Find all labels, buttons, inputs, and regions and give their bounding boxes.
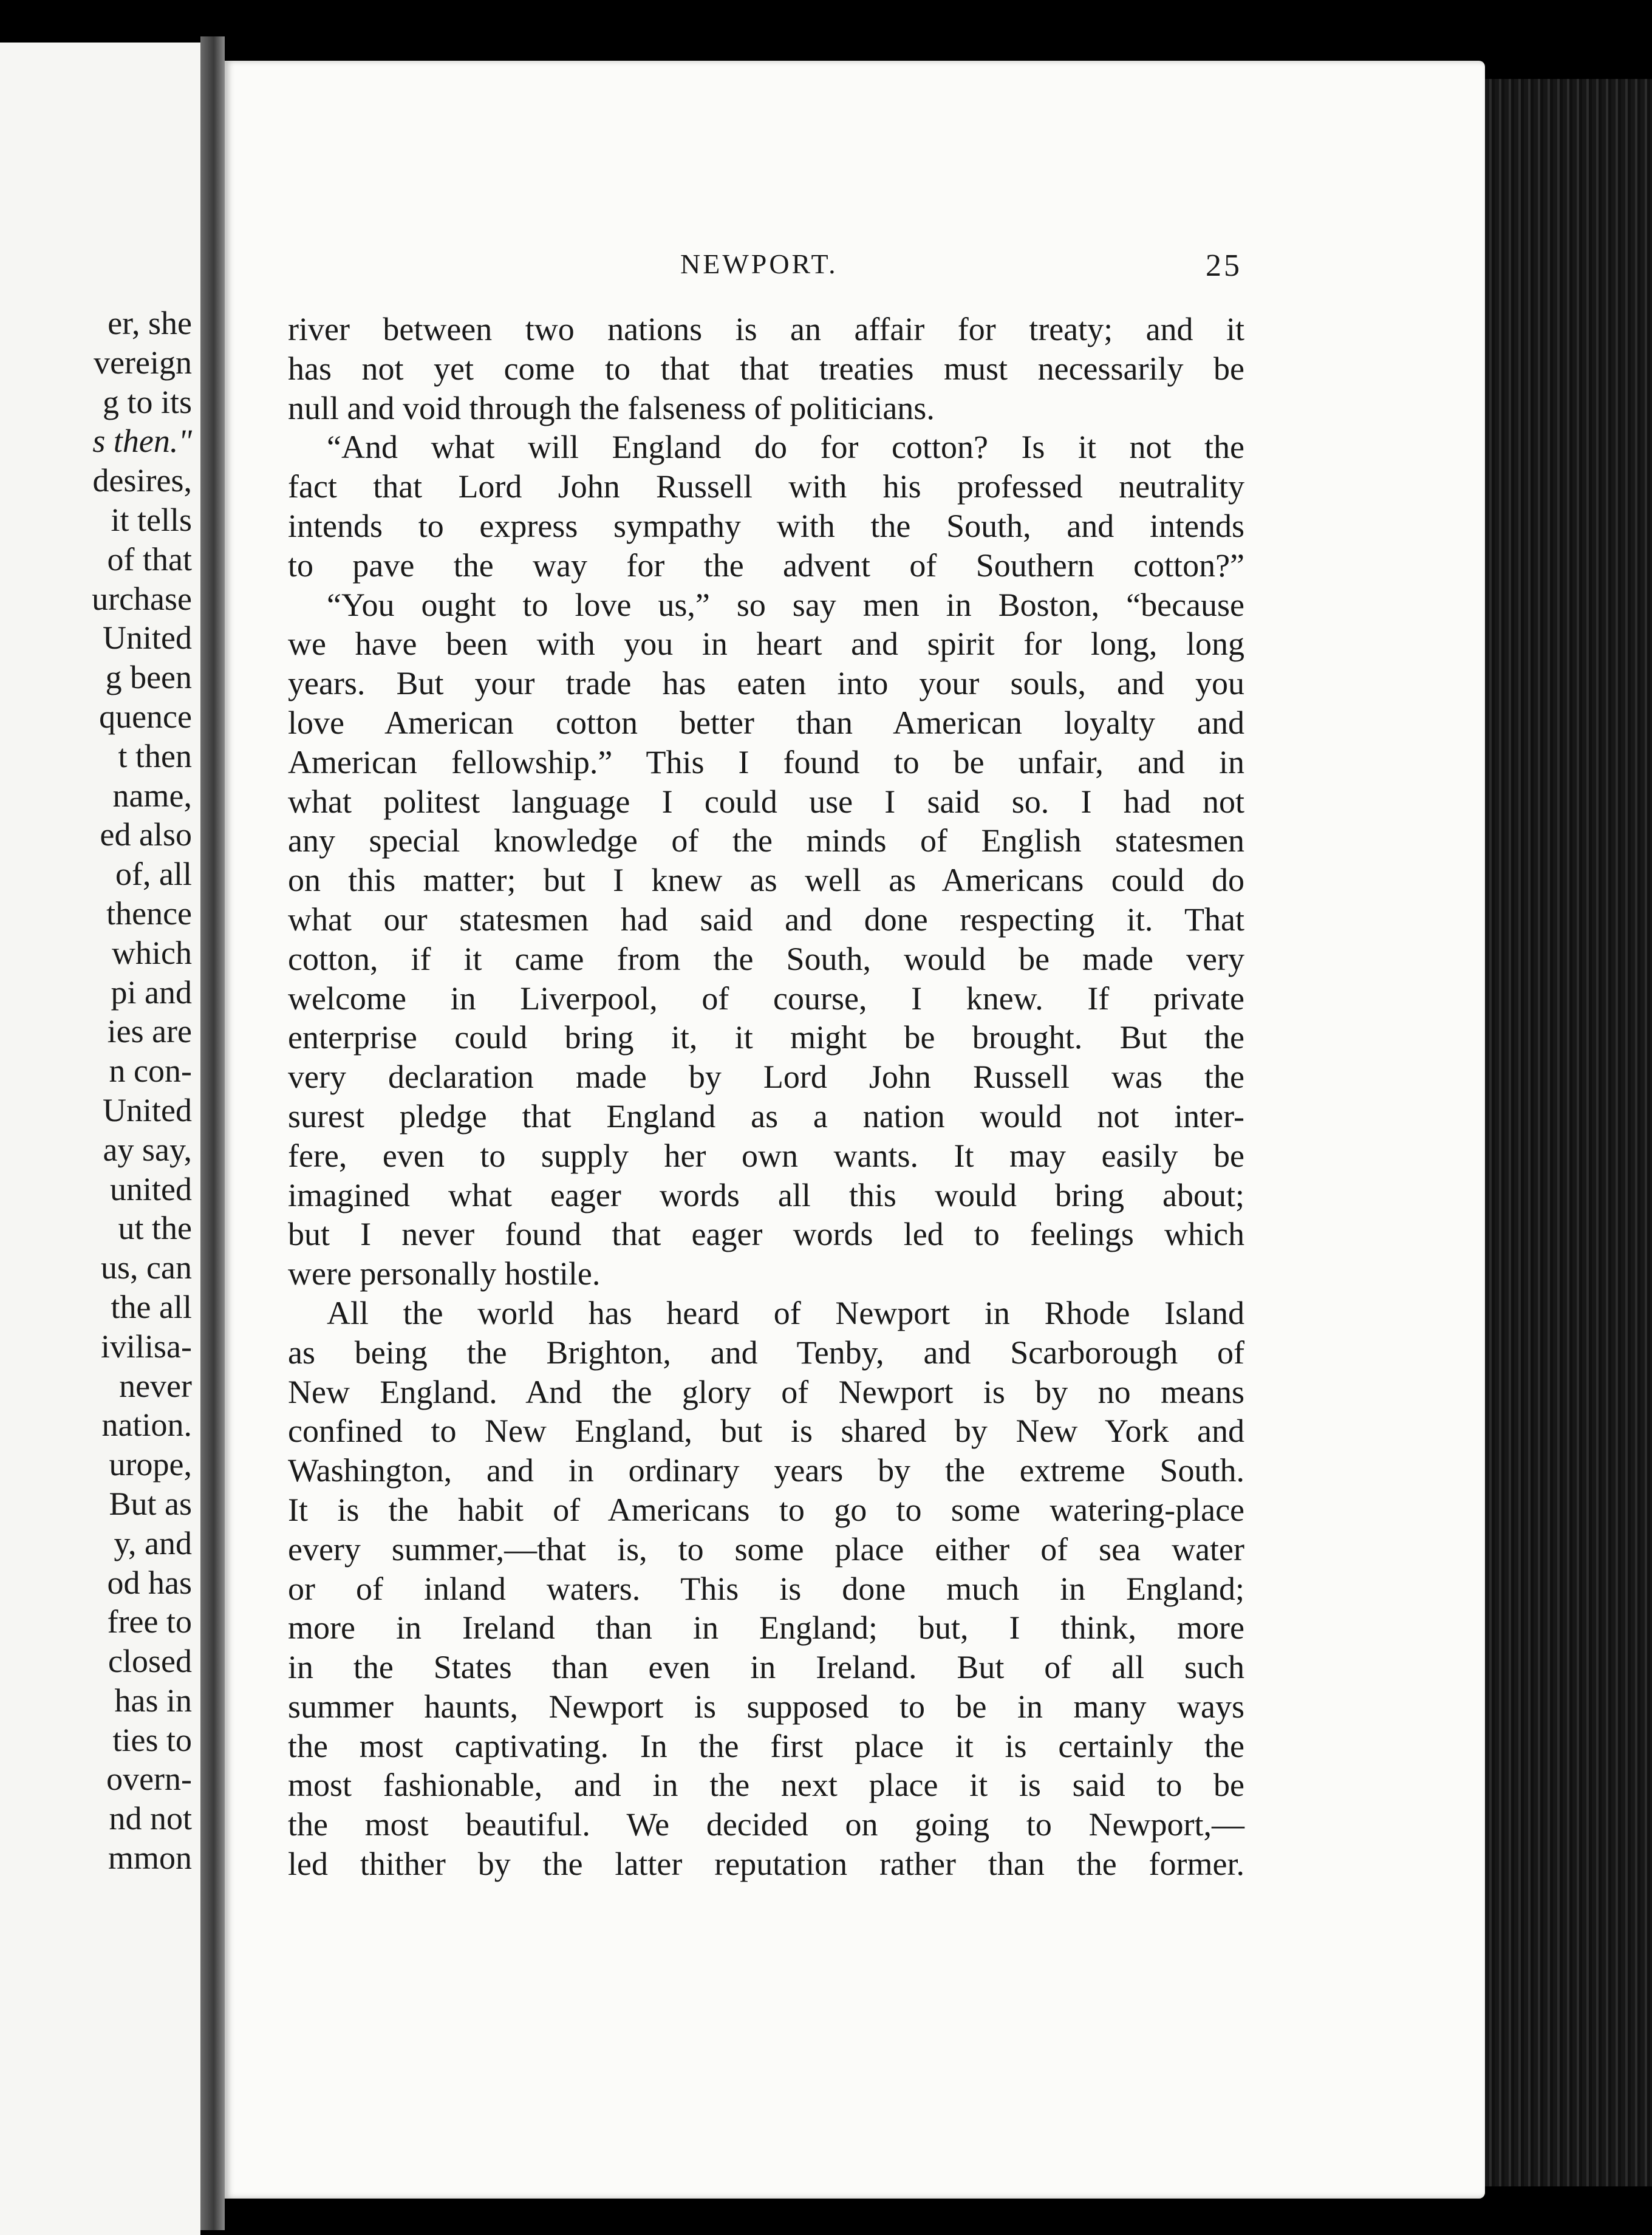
- text-line: New England. And the glory of Newport is by no means: [288, 1373, 1244, 1410]
- running-title: NEWPORT.: [680, 248, 838, 279]
- text-line: has not yet come to that that treaties must necessarily be: [288, 350, 1244, 387]
- text-line: “You ought to love us,” so say men in Boston, “because: [327, 586, 1244, 623]
- text-line: years. But your trade has eaten into your souls, and you: [288, 665, 1244, 702]
- text-line: the most captivating. In the first place it is certainly the: [288, 1727, 1244, 1764]
- left-page-line: er, she: [108, 305, 192, 341]
- left-page-line: y, and: [114, 1524, 192, 1561]
- left-page-line: the all: [111, 1288, 192, 1325]
- text-line: we have been with you in heart and spirit for long, long: [288, 626, 1244, 663]
- left-page-line: t then: [118, 737, 192, 774]
- left-page-line: vereign: [94, 344, 192, 381]
- text-line: null and void through the falseness of politicians.: [288, 389, 935, 426]
- text-line: or of inland waters. This is done much in England;: [288, 1570, 1244, 1607]
- text-line: most fashionable, and in the next place it is said to be: [288, 1767, 1244, 1804]
- left-page-line: quence: [99, 698, 192, 735]
- text-line: were personally hostile.: [288, 1255, 601, 1292]
- left-page-line: s then.": [92, 423, 192, 460]
- left-page-line: united: [110, 1170, 192, 1207]
- text-line: fact that Lord John Russell with his professed neutrality: [288, 468, 1244, 505]
- left-page-line: urchase: [92, 580, 192, 617]
- left-page-line: has in: [114, 1682, 192, 1719]
- text-line: summer haunts, Newport is supposed to be in many ways: [288, 1688, 1244, 1725]
- text-line: the most beautiful. We decided on going to Newport,—: [288, 1806, 1244, 1843]
- left-page-line: n con-: [109, 1053, 192, 1090]
- left-page-line: urope,: [109, 1446, 192, 1483]
- left-page-line: desires,: [92, 462, 192, 499]
- text-line: imagined what eager words all this would bring about;: [288, 1176, 1244, 1213]
- running-head: [292, 248, 1242, 290]
- left-page-line: ties to: [112, 1721, 192, 1758]
- text-line: any special knowledge of the minds of English statesmen: [288, 822, 1244, 859]
- left-page-line: pi and: [111, 974, 192, 1011]
- left-page-line: free to: [107, 1603, 192, 1640]
- left-page: [0, 43, 200, 2235]
- left-page-line: nd not: [109, 1800, 192, 1837]
- text-line: enterprise could bring it, it might be brought. But the: [288, 1019, 1244, 1056]
- left-page-line: United: [103, 619, 192, 657]
- left-page-line: mmon: [108, 1840, 192, 1877]
- left-page-line: ay say,: [103, 1131, 192, 1168]
- left-page-line: thence: [106, 895, 192, 932]
- left-page-line: ivilisa-: [101, 1328, 192, 1365]
- text-line: more in Ireland than in England; but, I think, more: [288, 1609, 1244, 1646]
- text-line: in the States than even in Ireland. But of all such: [288, 1649, 1244, 1686]
- page-edges: [1485, 79, 1652, 2186]
- left-page-line: g been: [105, 659, 192, 696]
- text-line: what politest language I could use I said so. I had not: [288, 783, 1244, 820]
- left-page-line: which: [112, 934, 192, 971]
- text-line: It is the habit of Americans to go to some watering-place: [288, 1491, 1244, 1528]
- left-page-line: overn-: [106, 1761, 192, 1798]
- text-line: “And what will England do for cotton? Is it not the: [327, 429, 1244, 466]
- left-page-line: ut the: [118, 1210, 192, 1247]
- left-page-text: [92, 304, 192, 1878]
- text-line: on this matter; but I knew as well as Americans could do: [288, 862, 1244, 899]
- text-line: but I never found that eager words led to feelings which: [288, 1216, 1244, 1253]
- left-page-line: of that: [107, 541, 192, 578]
- text-line: every summer,—that is, to some place either of sea water: [288, 1530, 1244, 1568]
- text-line: confined to New England, but is shared by New York and: [288, 1413, 1244, 1450]
- text-line: very declaration made by Lord John Russell was the: [288, 1059, 1244, 1096]
- text-line: river between two nations is an affair for treaty; and it: [288, 311, 1244, 347]
- left-page-line: ies are: [107, 1013, 192, 1050]
- left-page-line: of, all: [115, 856, 192, 893]
- page-number: 25: [1206, 248, 1242, 283]
- left-page-line: never: [119, 1367, 192, 1404]
- text-line: love American cotton better than American loyalty and: [288, 704, 1244, 741]
- text-line: what our statesmen had said and done respecting it. That: [288, 901, 1244, 938]
- left-page-line: closed: [108, 1643, 192, 1680]
- left-page-line: name,: [112, 777, 192, 814]
- text-line: fere, even to supply her own wants. It may easily be: [288, 1137, 1244, 1174]
- left-page-line: od has: [107, 1564, 192, 1601]
- left-page-line: us, can: [101, 1249, 192, 1286]
- body-text: [288, 310, 1244, 1884]
- left-page-line: United: [103, 1091, 192, 1128]
- left-page-line: But as: [109, 1485, 192, 1522]
- text-line: to pave the way for the advent of Southern cotton?”: [288, 547, 1244, 584]
- text-line: American fellowship.” This I found to be unfair, and in: [288, 743, 1244, 780]
- text-line: surest pledge that England as a nation would not inter-: [288, 1097, 1244, 1135]
- book-gutter: [200, 36, 225, 2230]
- text-line: welcome in Liverpool, of course, I knew. If private: [288, 980, 1244, 1017]
- text-line: Washington, and in ordinary years by the extreme South.: [288, 1452, 1244, 1489]
- left-page-line: nation.: [101, 1407, 192, 1444]
- text-line: led thither by the latter reputation rather than the former.: [288, 1846, 1244, 1883]
- left-page-line: it tells: [111, 501, 192, 538]
- left-page-line: ed also: [100, 816, 192, 853]
- text-line: intends to express sympathy with the South, and intends: [288, 507, 1244, 544]
- text-line: cotton, if it came from the South, would be made very: [288, 940, 1244, 977]
- left-page-line: g to its: [102, 383, 192, 420]
- text-line: as being the Brighton, and Tenby, and Scarborough of: [288, 1334, 1244, 1371]
- text-line: All the world has heard of Newport in Rhode Island: [327, 1294, 1244, 1331]
